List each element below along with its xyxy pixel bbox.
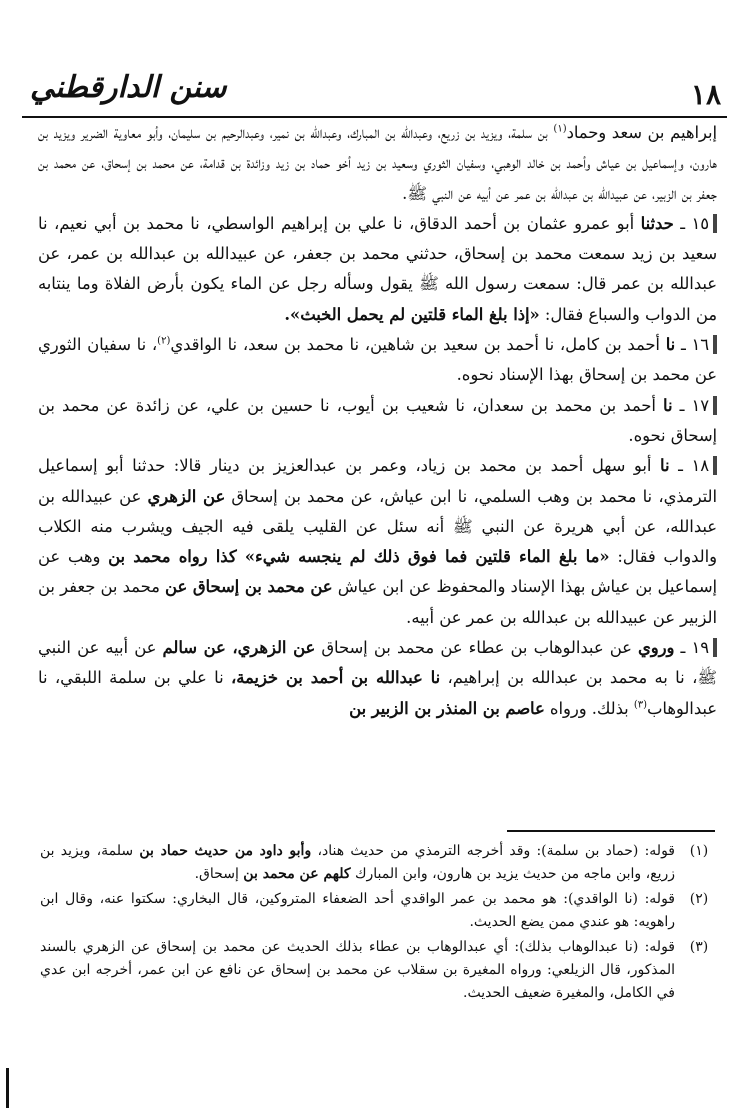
footnotes [40,840,717,1007]
text-run: محمد بن جعفر بن الزبير عن عبيدالله بن عبدالله بن عمر عن أبيه. [38,577,717,627]
text-run: نا علي بن سلمة اللبقي، نا عبدالوهاب [38,668,717,718]
hadith-number: ١٦ ـ [675,335,717,354]
text-run-bold: عن محمد بن إسحاق عن [165,577,333,597]
text-run-bold: نا عبدالله بن أحمد بن خزيمة، [231,668,441,688]
text-run: بن سلمة، ويزيد بن زريع، وعبدالله بن المبارك، وعبدالله بن نمير، وعبدالرحيم بن سليمان، وأبو معاوية الضرير ويزيد بن هارون، وإسماعيل بن عياش وأحمد بن خالد الوهبي، وسفيان الثوري وسعيد بن زيد أخو حماد بن زيد وزائدة بن قدامة، عن محمد بن إسحاق، عن محمد بن جعفر بن الزبير، عن عبيدالله بن عبدالله بن عمر عن أبيه عن النبي ﷺ. [38,123,717,203]
hadith-number: ١٥ ـ [674,214,717,233]
hadith-number: ١٩ ـ [674,638,717,657]
footnote-text: قوله: (نا عبدالوهاب بذلك): أي عبدالوهاب بن عطاء بذلك الحديث عن محمد بن إسحاق عن الزهري بالسند المذكور، قال الزيلعي: ورواه المغيرة بن سقلاب عن محمد بن إسحاق عن نافع عن ابن عمر، أخرجه ابن عدي في الكامل، والمغيرة ضعيف الحديث. [40,939,675,1001]
text-run: قوله: (حماد بن سلمة): وقد أخرجه الترمذي من حديث هناد، [311,843,676,859]
text-run-bold: عن الزهري، عن سالم [162,638,316,658]
page-header [22,66,727,118]
hadith-16 [38,330,717,391]
text-run: وهب عن إسماعيل بن عياش بهذا الإسناد والمحفوظ عن ابن عياش [38,547,717,597]
hadith-number: ١٨ ـ [670,456,718,475]
text-run: ، نا سفيان الثوري عن محمد بن إسحاق بهذا الإسناد نحوه. [38,335,717,385]
hadith-number: ١٧ ـ [672,396,717,415]
text-run: أبو عمرو عثمان بن أحمد الدقاق، نا علي بن إبراهيم الواسطي، نا محمد بن أبي نعيم، نا سعيد بن زيد سمعت محمد بن إسحاق، حدثني محمد بن جعفر، عن عبيدالله بن عبدالله بن عمر، عن عبدالله بن عمر قال: سمعت رسول الله ﷺ يقول وسأله رجل عن الماء يكون بأرض الفلاة وما ينتابه من الدواب والسباع فقال: [38,213,717,324]
footnote-text [40,840,675,885]
hadith-matn: «ما بلغ الماء قلتين فما فوق ذلك لم ينجسه شيء» كذا رواه محمد بن [108,547,610,567]
text-run-bold: نا [665,335,676,355]
hadith-19 [38,633,717,724]
text-run: سلمة، ويزيد بن زريع، وابن ماجه من حديث يزيد بن هارون، وابن المبارك [40,843,675,882]
hadith-matn: «إذا بلغ الماء قلتين لم يحمل الخبث». [284,304,540,324]
text-run: عن عبيدالله بن عبدالله، عن أبي هريرة عن النبي ﷺ أنه سئل عن القليب يلقى فيه الجيف ويشرب منه الكلاب والدواب فقال: [38,486,717,567]
scan-edge-mark [6,1068,9,1108]
text-run: عن أبيه عن النبي ﷺ، نا به محمد بن عبدالله بن إبراهيم، [38,638,717,688]
hadith-17 [38,391,717,452]
text-run: إبراهيم بن سعد وحماد [566,123,717,142]
footnote-ref-1[interactable]: (١) [553,123,567,135]
footnote-text: قوله: (نا الواقدي): هو محمد بن عمر الواقدي أحد الضعفاء المتروكين، قال البخاري: سكتوا عنه، وقال ابن راهويه: هو عندي ممن يضع الحديث. [40,891,675,930]
footnote-1 [40,840,717,885]
text-run-bold: وأبو داود من حديث حماد بن [139,843,312,859]
footnote-number: (٢) [689,891,709,908]
text-run: أبو سهل أحمد بن محمد بن زياد، وعمر بن عبدالعزيز بن دينار قالا: حدثنا أبو إسماعيل الترمذي، نا محمد بن وهب السلمي، نا ابن عياش، عن محمد بن إسحاق [38,456,717,506]
footnote-number: (٣) [689,939,709,956]
footnote-ref-2[interactable]: (٢) [157,335,171,347]
text-run-bold: وروي [638,638,675,658]
text-run: أحمد بن محمد بن سعدان، نا شعيب بن أيوب، نا حسين بن علي، عن زائدة عن محمد بن إسحاق نحوه. [38,395,717,445]
hadith-18 [38,451,717,633]
main-text [38,118,717,821]
running-title: سنن الدارقطني [30,70,227,105]
page-number: ١٨ [690,78,721,111]
hadith-15 [38,209,717,330]
footnote-2 [40,888,717,933]
text-run-bold: عاصم بن المنذر بن الزبير بن [349,698,545,718]
footnote-number: (١) [689,843,709,859]
text-run-bold: كلهم عن محمد بن [243,865,351,882]
paragraph-continuation [38,118,717,209]
text-run-bold: حدثنا [640,213,674,233]
text-run: عن عبدالوهاب بن عطاء عن محمد بن إسحاق [315,638,639,658]
text-run: أحمد بن كامل، نا أحمد بن سعيد بن شاهين، نا محمد بن سعد، نا الواقدي [170,335,666,355]
text-run-bold: عن الزهري [147,486,226,506]
text-run-bold: نا [662,395,673,415]
text-run-bold: نا [660,456,670,476]
footnote-3 [40,936,717,1004]
footnote-divider [507,830,715,832]
text-run: بذلك. ورواه [544,698,634,718]
text-run: إسحاق. [194,865,244,882]
footnote-ref-3[interactable]: (٣) [633,699,648,711]
